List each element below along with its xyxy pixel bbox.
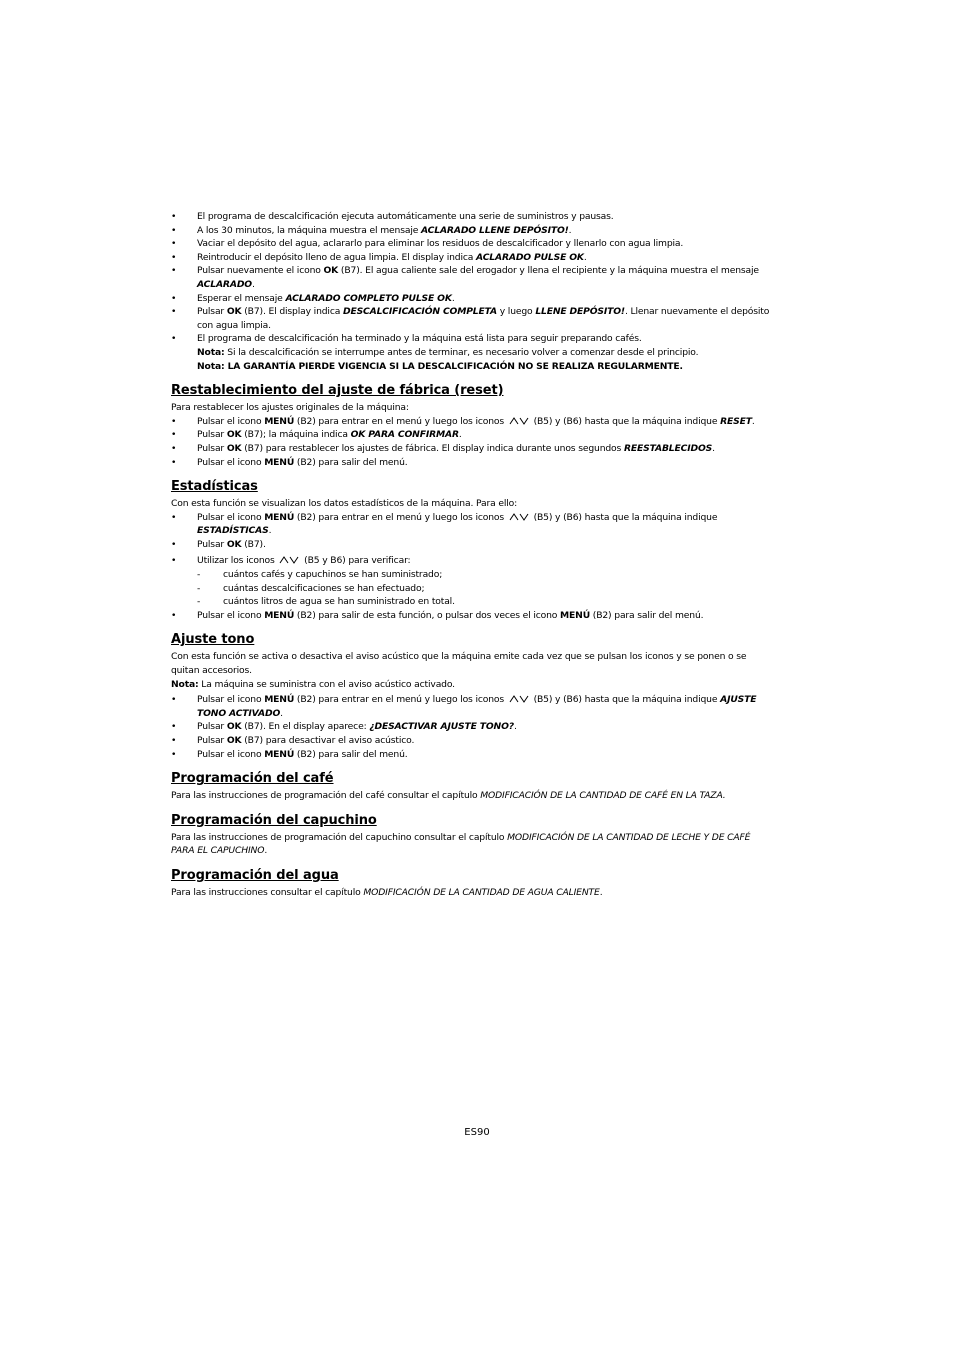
text-run: El programa de descalcificación ha terminado y la máquina está lista para seguir preparando cafés. — [197, 333, 642, 345]
emphasis-text: OK — [226, 442, 242, 454]
list-item — [171, 264, 771, 291]
stats-intro: Con esta función se visualizan los datos estadísticos de la máquina. Para ello: — [171, 498, 518, 510]
text-run: (B5) y (B6) hasta que la máquina indique — [530, 511, 718, 523]
reset-heading: Restablecimiento del ajuste de fábrica (reset) — [171, 383, 504, 399]
list-item — [171, 305, 771, 332]
text-run: (B7); la máquina indica — [241, 429, 351, 441]
text-run: . — [280, 707, 283, 719]
tone-note — [171, 678, 771, 692]
emphasis-text: REESTABLECIDOS — [623, 442, 713, 454]
cappuccino-heading: Programación del capuchino — [171, 812, 377, 828]
up-down-arrows-icon — [509, 694, 529, 703]
text-run: Pulsar nuevamente el icono — [197, 265, 324, 277]
text-run: Pulsar el icono — [197, 456, 265, 468]
emphasis-text: MODIFICACIÓN DE LA CANTIDAD DE CAFÉ EN LA TAZA. — [480, 790, 726, 802]
page-number: ES90 — [464, 1127, 490, 1138]
list-item — [171, 538, 771, 552]
coffee-heading: Programación del café — [171, 771, 334, 787]
emphasis-text: RESET — [720, 415, 752, 427]
text-run: . — [458, 429, 462, 441]
text-run: Si la descalcificación se interrumpe antes de terminar, es necesario volver a comenzar desde el principio. — [224, 346, 699, 358]
emphasis-text: MENÚ — [264, 694, 295, 706]
text-run: Pulsar el icono — [197, 609, 265, 621]
text-run: . — [251, 278, 255, 290]
list-item — [171, 456, 771, 470]
text-run: Vaciar el depósito del agua, aclararlo para eliminar los residuos de descalcificador y llenarlo con agua limpia. — [197, 238, 684, 250]
text-run: A los 30 minutos, la máquina muestra el mensaje — [197, 224, 421, 236]
emphasis-text: OK PARA CONFIRMAR — [350, 429, 459, 441]
text-run: y luego — [496, 306, 536, 318]
text-run: (B2) para salir del menú. — [294, 456, 408, 468]
text-run: Pulsar el icono — [197, 415, 265, 427]
list-item — [171, 748, 771, 762]
text-run: (B7) para restablecer los ajustes de fábrica. El display indica durante unos segundos — [241, 442, 624, 454]
text-run: (B2) para salir del menú. — [590, 609, 704, 621]
emphasis-text: MENÚ — [264, 456, 295, 468]
list-item — [171, 415, 771, 429]
text-run: (B5) y (B6) hasta que la máquina indique — [530, 415, 721, 427]
emphasis-text: ¿DESACTIVAR AJUSTE TONO? — [369, 721, 514, 733]
emphasis-text: Nota: — [197, 346, 225, 358]
emphasis-text: MENÚ — [264, 511, 295, 523]
text-run: (B7). — [241, 538, 266, 550]
list-item — [171, 554, 771, 568]
text-run: (B7). El agua caliente sale del erogador y llena el recipiente y la máquina muestra el mensaje — [338, 265, 759, 277]
emphasis-text: OK — [226, 721, 242, 733]
list-item — [171, 609, 771, 623]
cappuccino-text — [171, 831, 771, 858]
text-run: Para las instrucciones de programación del café consultar el capítulo — [171, 790, 481, 802]
list-item — [171, 693, 771, 720]
text-run: (B5) y (B6) hasta que la máquina indique — [530, 694, 721, 706]
text-run: . — [583, 251, 587, 263]
list-item — [171, 251, 771, 265]
emphasis-text: LLENE DEPÓSITO! — [535, 306, 625, 318]
text-run: (B5 y B6) para verificar: — [301, 555, 411, 567]
text-run: . — [264, 845, 268, 857]
list-item — [171, 237, 771, 251]
text-run: . — [451, 292, 455, 304]
list-item — [171, 720, 771, 734]
emphasis-text: OK — [226, 429, 242, 441]
emphasis-text: ACLARADO COMPLETO PULSE OK — [285, 292, 452, 304]
emphasis-text: MENÚ — [264, 748, 295, 760]
emphasis-text: MODIFICACIÓN DE LA CANTIDAD DE LECHE Y DE CAFÉ PARA EL CAPUCHINO — [171, 831, 751, 857]
text-run: . Llenar nuevamente el depósito con agua limpia. — [197, 306, 770, 331]
emphasis-text: MENÚ — [264, 609, 295, 621]
text-run: Utilizar los iconos — [197, 555, 278, 567]
text-run: Pulsar — [197, 721, 227, 733]
text-run: Pulsar — [197, 429, 227, 441]
emphasis-text: OK — [226, 735, 242, 746]
stats-heading: Estadísticas — [171, 479, 258, 495]
text-run: Pulsar el icono — [197, 748, 265, 760]
text-run: La máquina se suministra con el aviso acústico activado. — [198, 678, 455, 690]
emphasis-text: OK — [226, 306, 242, 318]
tone-steps-list — [171, 693, 771, 761]
page-content — [171, 210, 771, 900]
sub-list-item: - cuántas descalcificaciones se han efectuado; — [171, 582, 771, 596]
up-down-arrows-icon — [509, 512, 529, 521]
text-run: Pulsar el icono — [197, 511, 265, 523]
text-run: (B2) para entrar en el menú y luego los iconos — [294, 694, 507, 706]
text-run: Para las instrucciones consultar el capítulo — [171, 886, 364, 898]
text-run: (B2) para salir del menú. — [294, 748, 408, 760]
text-run: Pulsar — [197, 442, 227, 454]
text-run: Para las instrucciones de programación del capuchino consultar el capítulo — [171, 831, 508, 843]
text-run: Pulsar — [197, 538, 227, 550]
reset-intro: Para restablecer los ajustes originales de la máquina: — [171, 402, 409, 414]
water-text — [171, 886, 771, 900]
emphasis-text: MODIFICACIÓN DE LA CANTIDAD DE AGUA CALIENTE — [363, 886, 600, 898]
emphasis-text: Nota: LA GARANTÍA PIERDE VIGENCIA SI LA DESCALCIFICACIÓN NO SE REALIZA REGULARMENTE. — [197, 360, 683, 372]
text-run: El programa de descalcificación ejecuta automáticamente una serie de suministros y pausas. — [197, 211, 614, 222]
up-down-arrows-icon — [279, 555, 299, 564]
reset-steps-list — [171, 415, 771, 469]
emphasis-text: MENÚ — [560, 609, 590, 621]
text-run: . — [513, 721, 517, 733]
list-item — [171, 734, 771, 748]
emphasis-text: DESCALCIFICACIÓN COMPLETA — [342, 306, 497, 318]
sub-list-item: - cuántos litros de agua se han suministrado en total. — [171, 595, 771, 609]
text-run: . — [712, 442, 715, 454]
list-item — [171, 224, 771, 238]
text-run: (B2) para entrar en el menú y luego los iconos — [294, 511, 507, 523]
text-run: (B7) para desactivar el aviso acústico. — [241, 735, 415, 746]
descale-steps-list — [171, 210, 771, 373]
tone-heading: Ajuste tono — [171, 632, 255, 648]
emphasis-text: ACLARADO LLENE DEPÓSITO! — [421, 224, 569, 236]
text-run: (B2) para salir de esta función, o pulsar dos veces el icono — [294, 609, 561, 621]
emphasis-text: ESTADÍSTICAS — [197, 525, 269, 537]
list-item — [171, 428, 771, 442]
emphasis-text: Nota: — [171, 678, 199, 690]
text-run: . — [599, 886, 603, 898]
text-run: (B7). El display indica — [241, 306, 343, 318]
emphasis-text: MENÚ — [264, 415, 295, 427]
text-run: (B7). En el display aparece: — [241, 721, 370, 733]
list-item — [171, 210, 771, 224]
tone-intro: Con esta función se activa o desactiva el aviso acústico que la máquina emite cada vez que se pulsan los iconos y se ponen o se quitan accesorios. — [171, 651, 747, 677]
up-down-arrows-icon — [509, 416, 529, 425]
list-item — [171, 292, 771, 306]
emphasis-text: OK — [226, 538, 242, 550]
stats-steps-list — [171, 511, 771, 623]
water-heading: Programación del agua — [171, 867, 339, 883]
coffee-text — [171, 789, 771, 803]
list-item — [171, 511, 771, 538]
list-item — [171, 332, 771, 373]
text-run: . — [751, 415, 755, 427]
text-run: Pulsar — [197, 735, 227, 746]
sub-list-item: - cuántos cafés y capuchinos se han suministrado; — [171, 568, 771, 582]
list-item — [171, 442, 771, 456]
emphasis-text: AJUSTE TONO ACTIVADO — [197, 694, 757, 719]
text-run: . — [568, 224, 572, 236]
text-run: (B2) para entrar en el menú y luego los iconos — [294, 415, 507, 427]
text-run: Pulsar — [197, 306, 227, 318]
emphasis-text: OK — [323, 265, 339, 277]
emphasis-text: ACLARADO — [197, 278, 252, 290]
text-run: Esperar el mensaje — [197, 292, 286, 304]
text-run: Pulsar el icono — [197, 694, 265, 706]
text-run: Reintroducir el depósito lleno de agua limpia. El display indica — [197, 251, 477, 263]
text-run: . — [268, 525, 272, 537]
emphasis-text: ACLARADO PULSE OK — [476, 251, 584, 263]
